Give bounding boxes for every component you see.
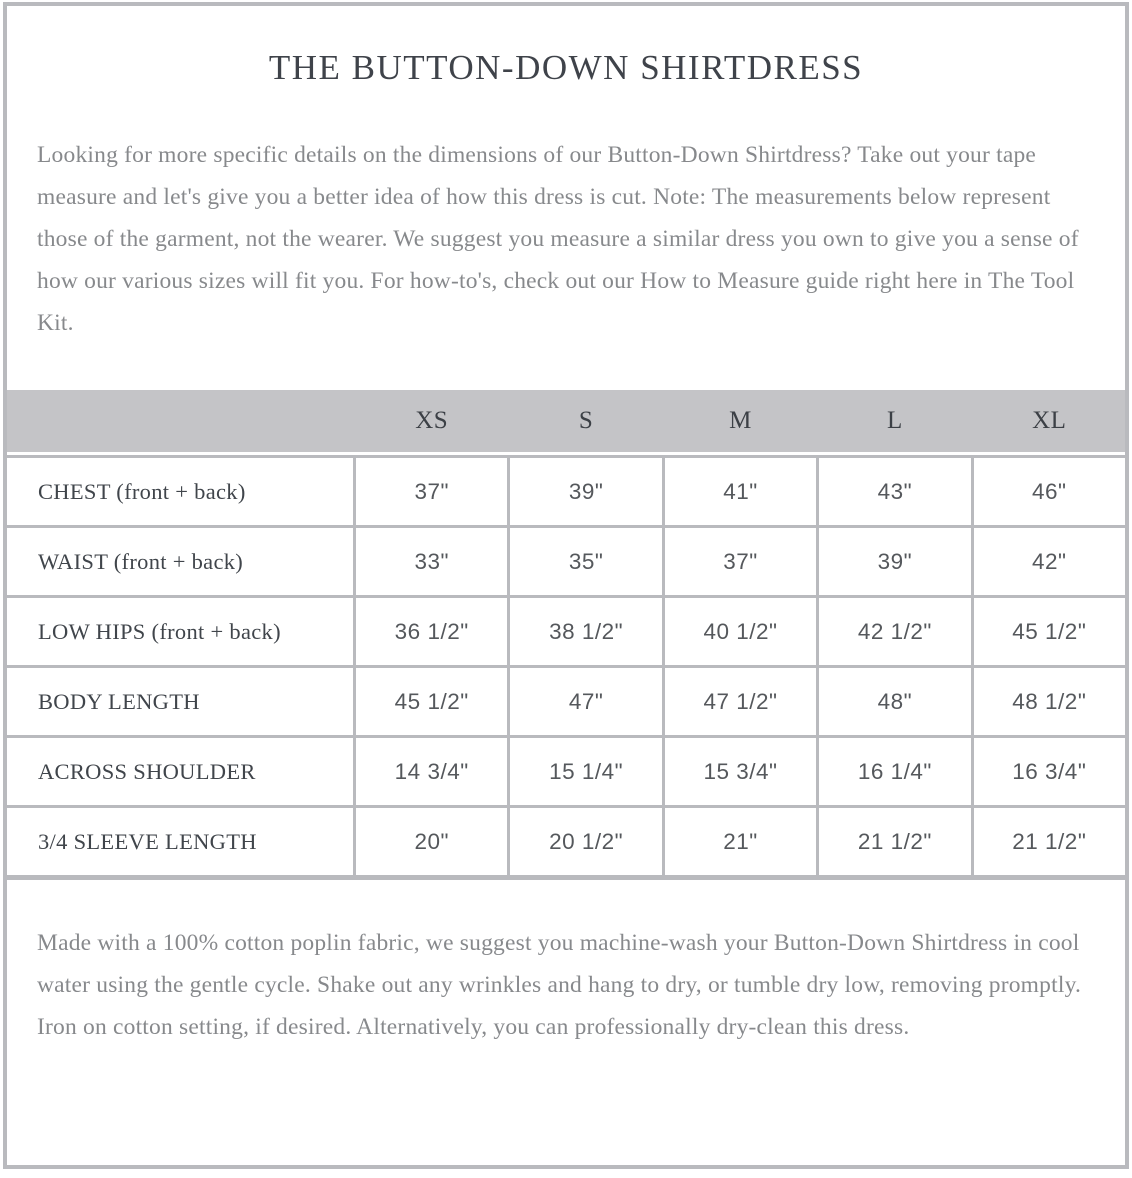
page-title: THE BUTTON-DOWN SHIRTDRESS (268, 48, 864, 87)
care-paragraph: Made with a 100% cotton poplin fabric, we suggest you machine-wash your Button-Down Shirtdress in cool water using the gentle cycle. Shake out any wrinkles and hang to dry, or tumble dry low, removing promptly. Iron on cotton setting, if desired. Alternatively, you can professionally dry-clean this dress. (37, 930, 1082, 1040)
row-label-sleeve-length: 3/4 SLEEVE LENGTH (7, 808, 353, 875)
body-length-s: 47" (510, 668, 661, 735)
sleeve-length-xl: 21 1/2" (974, 808, 1125, 875)
across-shoulder-xl: 16 3/4" (974, 738, 1125, 805)
chest-s: 39" (510, 458, 661, 525)
across-shoulder-m: 15 3/4" (665, 738, 816, 805)
chest-l: 43" (819, 458, 970, 525)
size-guide-card (3, 2, 1129, 1169)
waist-m: 37" (665, 528, 816, 595)
sleeve-length-m: 21" (665, 808, 816, 875)
low-hips-xl: 45 1/2" (974, 598, 1125, 665)
size-column-header-m: M (665, 390, 816, 452)
corner-cell (7, 390, 353, 452)
across-shoulder-l: 16 1/4" (819, 738, 970, 805)
chest-m: 41" (665, 458, 816, 525)
row-label-low-hips: LOW HIPS (front + back) (7, 598, 353, 665)
low-hips-l: 42 1/2" (819, 598, 970, 665)
waist-l: 39" (819, 528, 970, 595)
sleeve-length-xs: 20" (356, 808, 507, 875)
sleeve-length-l: 21 1/2" (819, 808, 970, 875)
chest-xl: 46" (974, 458, 1125, 525)
chest-xs: 37" (356, 458, 507, 525)
body-length-xs: 45 1/2" (356, 668, 507, 735)
across-shoulder-xs: 14 3/4" (356, 738, 507, 805)
row-label-chest: CHEST (front + back) (7, 458, 353, 525)
size-chart-body (7, 455, 1125, 880)
sleeve-length-s: 20 1/2" (510, 808, 661, 875)
body-length-xl: 48 1/2" (974, 668, 1125, 735)
low-hips-xs: 36 1/2" (356, 598, 507, 665)
waist-xs: 33" (356, 528, 507, 595)
row-label-waist: WAIST (front + back) (7, 528, 353, 595)
row-label-across-shoulder: ACROSS SHOULDER (7, 738, 353, 805)
intro-paragraph: Looking for more specific details on the dimensions of our Button-Down Shirtdress? Take out your tape measure and let's give you a better idea of how this dress is cut. Note: The measurements below represent those of the garment, not the wearer. We suggest you measure a similar dress you own to give you a sense of how our various sizes will fit you. For how-to's, check out our How to Measure guide right here in The Tool Kit. (37, 142, 1079, 336)
low-hips-s: 38 1/2" (510, 598, 661, 665)
row-label-body-length: BODY LENGTH (7, 668, 353, 735)
size-column-header-l: L (819, 390, 970, 452)
body-length-m: 47 1/2" (665, 668, 816, 735)
size-column-header-xl: XL (974, 390, 1125, 452)
body-length-l: 48" (819, 668, 970, 735)
size-chart-header-row (7, 390, 1125, 452)
size-chart-table (7, 390, 1125, 880)
size-column-header-s: S (510, 390, 661, 452)
across-shoulder-s: 15 1/4" (510, 738, 661, 805)
low-hips-m: 40 1/2" (665, 598, 816, 665)
size-column-header-xs: XS (356, 390, 507, 452)
waist-s: 35" (510, 528, 661, 595)
waist-xl: 42" (974, 528, 1125, 595)
